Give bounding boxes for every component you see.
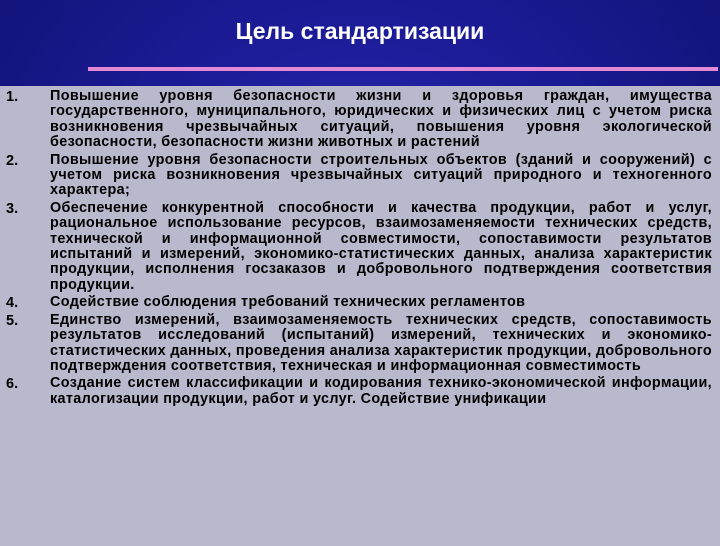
item-text: Обеспечение конкурентной способности и качества продукции, работ и услуг, рациональное использование ресурсов, взаимозаменяемости технических средств, технической и информационной совместимости, сопоставимости результатов испытаний и измерений, экономико-статистических данных, анализа характеристик продукции, исполнения госзаказов и добровольного подтверждения соответствия продукции. [50, 199, 712, 293]
list-item [0, 313, 720, 375]
list-item [0, 376, 720, 407]
item-number: 5. [6, 312, 19, 329]
item-number: 6. [6, 376, 19, 393]
goal-list [0, 89, 720, 409]
list-item [0, 201, 720, 293]
item-text: Повышение уровня безопасности жизни и здоровья граждан, имущества государственного, муниципального, юридических и физических лиц с учетом риска возникновения чрезвычайных ситуаций, повышения уровня экологической безопасности, безопасности жизни животных и растений [50, 88, 712, 151]
slide-title: Цель стандартизации [235, 18, 485, 44]
item-number: 4. [6, 295, 19, 312]
item-number: 1. [6, 89, 19, 105]
list-item [0, 153, 720, 199]
item-text: Создание систем классификации и кодирования технико-экономической информации, каталогизации продукции, работ и услуг. Содействие унификации [50, 375, 712, 407]
title-divider [88, 67, 718, 71]
item-number: 2. [6, 152, 19, 169]
item-text: Единство измерений, взаимозаменяемость технических средств, сопоставимость результатов исследований (испытаний) измерений, технических и экономико-статистических данных, проведения анализа характеристик продукции, добровольного подтверждения соответствия, техническая и информационная совместимость [50, 311, 713, 374]
item-text: Содействие соблюдения требований технических регламентов [50, 294, 526, 311]
list-item [0, 295, 720, 310]
list-item [0, 89, 720, 151]
content-panel [0, 86, 720, 546]
item-text: Повышение уровня безопасности строительных объектов (зданий и сооружений) с учетом риска возникновения чрезвычайных ситуаций природного и техногенного характера; [50, 151, 712, 199]
item-number: 3. [6, 200, 19, 217]
